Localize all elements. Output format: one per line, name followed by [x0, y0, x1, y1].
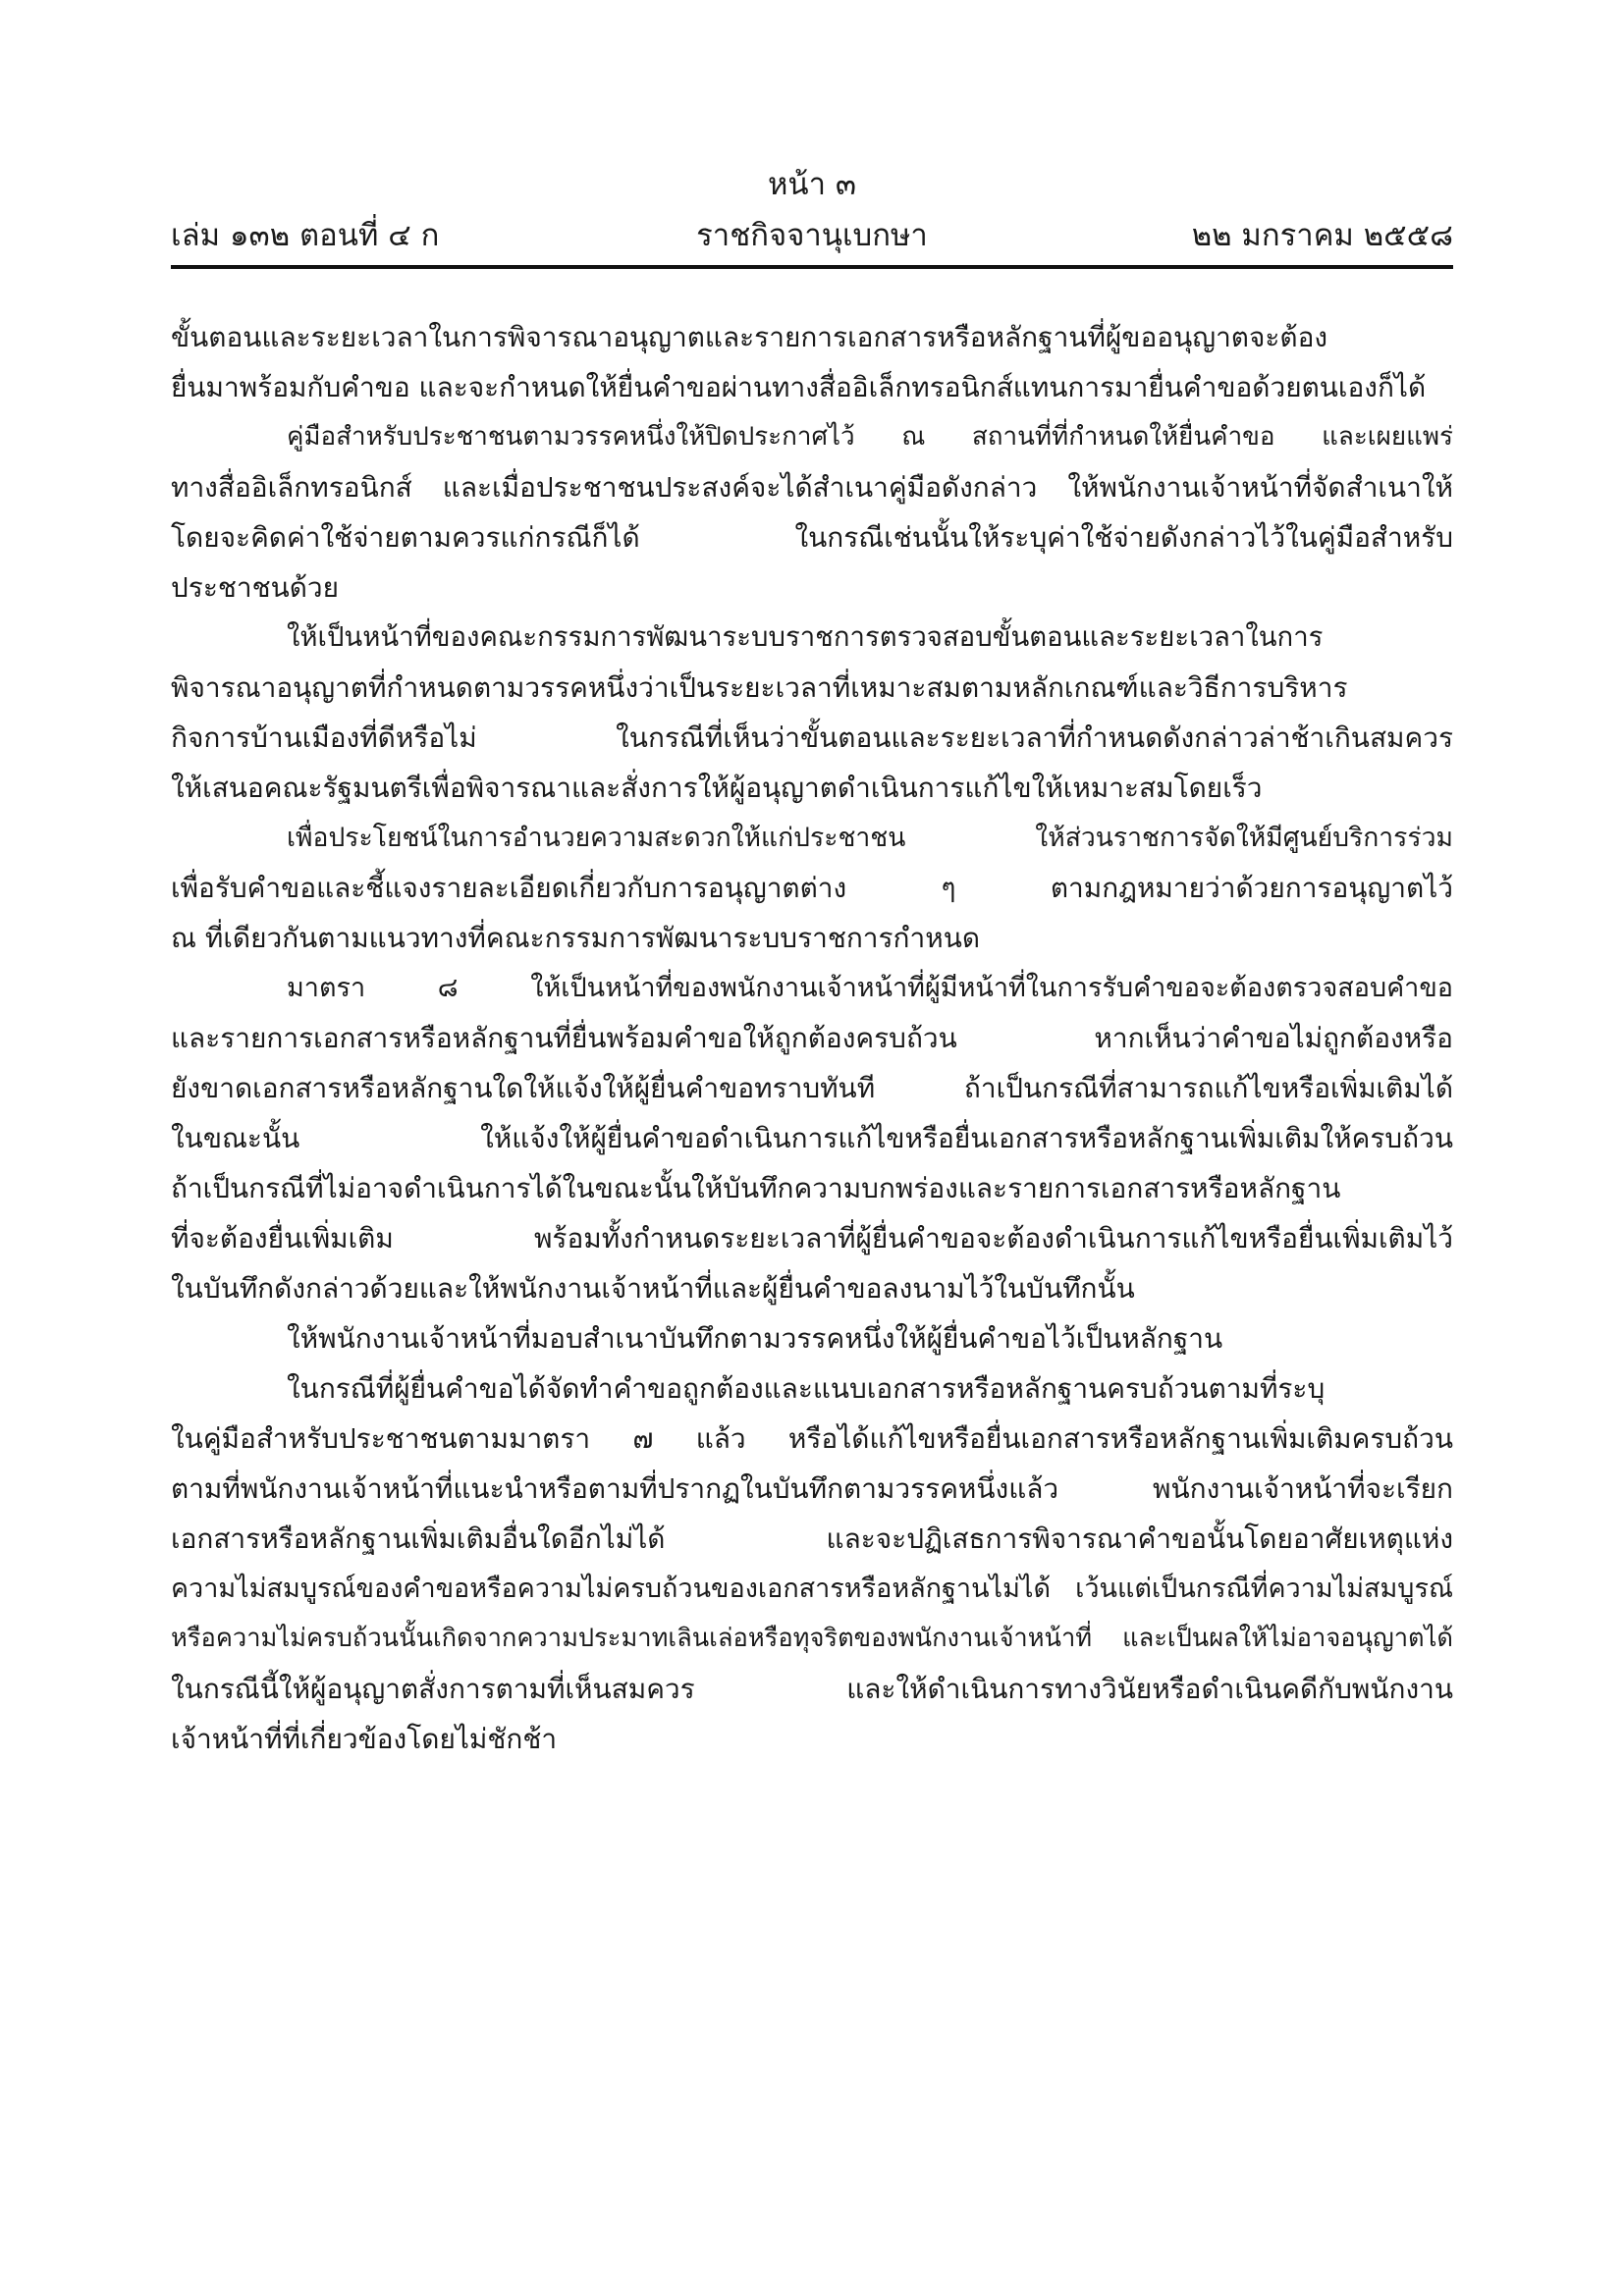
header-divider	[171, 265, 1453, 269]
paragraph	[171, 1363, 1453, 1764]
text-line: ให้เป็นหน้าที่ของคณะกรรมการพัฒนาระบบราชการตรวจสอบขั้นตอนและระยะเวลาในการ	[287, 621, 1324, 653]
text-line: ขั้นตอนและระยะเวลาในการพิจารณาอนุญาตและรายการเอกสารหรือหลักฐานที่ผู้ขออนุญาตจะต้อง	[171, 321, 1328, 353]
text-line: ให้พนักงานเจ้าหน้าที่มอบสำเนาบันทึกตามวรรคหนึ่งให้ผู้ยื่นคำขอไว้เป็นหลักฐาน	[287, 1322, 1223, 1355]
paragraph	[171, 813, 1453, 963]
text-line: ยังขาดเอกสารหรือหลักฐานใดให้แจ้งให้ผู้ยื่นคำขอทราบทันที ถ้าเป็นกรณีที่สามารถแก้ไขหรือเพิ่มเติมได้	[171, 1072, 1453, 1104]
text-line: โดยจะคิดค่าใช้จ่ายตามควรแก่กรณีก็ได้ ในกรณีเช่นนั้นให้ระบุค่าใช้จ่ายดังกล่าวไว้ในคู่มือสำหรับ	[171, 521, 1453, 554]
document-body	[171, 312, 1453, 1764]
text-line: ให้เสนอคณะรัฐมนตรีเพื่อพิจารณาและสั่งการให้ผู้อนุญาตดำเนินการแก้ไขให้เหมาะสมโดยเร็ว	[171, 772, 1263, 804]
text-line: ประชาชนด้วย	[171, 571, 340, 604]
paragraph	[171, 312, 1453, 412]
text-line: พิจารณาอนุญาตที่กำหนดตามวรรคหนึ่งว่าเป็นระยะเวลาที่เหมาะสมตามหลักเกณฑ์และวิธีการบริหาร	[171, 671, 1348, 704]
text-line: เจ้าหน้าที่ที่เกี่ยวข้องโดยไม่ชักช้า	[171, 1723, 558, 1755]
page-number: หน้า ๓	[767, 167, 857, 202]
text-line: ณ ที่เดียวกันตามแนวทางที่คณะกรรมการพัฒนาระบบราชการกำหนด	[171, 922, 981, 954]
text-line: เพื่อประโยชน์ในการอำนวยความสะดวกให้แก่ประชาชน ให้ส่วนราชการจัดให้มีศูนย์บริการร่วม	[287, 823, 1453, 853]
text-line: ในกรณีนี้ให้ผู้อนุญาตสั่งการตามที่เห็นสมควร และให้ดำเนินการทางวินัยหรือดำเนินคดีกับพนักงาน	[171, 1673, 1453, 1705]
publication-name: ราชกิจจานุเบกษา	[696, 218, 928, 253]
text-line: ถ้าเป็นกรณีที่ไม่อาจดำเนินการได้ในขณะนั้นให้บันทึกความบกพร่องและรายการเอกสารหรือหลักฐาน	[171, 1172, 1341, 1204]
gazette-header	[171, 214, 1453, 257]
paragraph	[171, 412, 1453, 613]
volume-issue: เล่ม ๑๓๒ ตอนที่ ๔ ก	[171, 218, 440, 253]
text-line: ทางสื่ออิเล็กทรอนิกส์ และเมื่อประชาชนประสงค์จะได้สำเนาคู่มือดังกล่าว ให้พนักงานเจ้าหน้าที่จัดสำเนาให้	[171, 471, 1453, 504]
text-line: ในขณะนั้น ให้แจ้งให้ผู้ยื่นคำขอดำเนินการแก้ไขหรือยื่นเอกสารหรือหลักฐานเพิ่มเติมให้ครบถ้วน	[171, 1122, 1453, 1154]
paragraph	[171, 1313, 1453, 1363]
text-line: ในบันทึกดังกล่าวด้วยและให้พนักงานเจ้าหน้าที่และผู้ยื่นคำขอลงนามไว้ในบันทึกนั้น	[171, 1272, 1135, 1305]
text-line: เพื่อรับคำขอและชี้แจงรายละเอียดเกี่ยวกับการอนุญาตต่าง ๆ ตามกฎหมายว่าด้วยการอนุญาตไว้	[171, 872, 1453, 904]
text-line: ในคู่มือสำหรับประชาชนตามมาตรา ๗ แล้ว หรือได้แก้ไขหรือยื่นเอกสารหรือหลักฐานเพิ่มเติมครบถ้วน	[171, 1422, 1453, 1455]
text-line: มาตรา ๘ ให้เป็นหน้าที่ของพนักงานเจ้าหน้าที่ผู้มีหน้าที่ในการรับคำขอจะต้องตรวจสอบคำขอ	[287, 973, 1453, 1003]
text-line: กิจการบ้านเมืองที่ดีหรือไม่ ในกรณีที่เห็นว่าขั้นตอนและระยะเวลาที่กำหนดดังกล่าวล่าช้าเกินสมควร	[171, 721, 1453, 754]
text-line: เอกสารหรือหลักฐานเพิ่มเติมอื่นใดอีกไม่ได้ และจะปฏิเสธการพิจารณาคำขอนั้นโดยอาศัยเหตุแห่ง	[171, 1522, 1453, 1555]
text-line: ยื่นมาพร้อมกับคำขอ และจะกำหนดให้ยื่นคำขอผ่านทางสื่ออิเล็กทรอนิกส์แทนการมายื่นคำขอด้วยตนเองก็ได้	[171, 371, 1427, 403]
text-line: หรือความไม่ครบถ้วนนั้นเกิดจากความประมาทเลินเล่อหรือทุจริตของพนักงานเจ้าหน้าที่ และเป็นผลให้ไม่อาจอนุญาตได้	[171, 1624, 1453, 1653]
paragraph	[171, 613, 1453, 813]
text-line: ความไม่สมบูรณ์ของคำขอหรือความไม่ครบถ้วนของเอกสารหรือหลักฐานไม่ได้ เว้นแต่เป็นกรณีที่ความไม่สมบูรณ์	[171, 1574, 1453, 1604]
paragraph	[171, 963, 1453, 1313]
publication-date: ๒๒ มกราคม ๒๕๕๘	[1191, 218, 1453, 253]
text-line: ในกรณีที่ผู้ยื่นคำขอได้จัดทำคำขอถูกต้องและแนบเอกสารหรือหลักฐานครบถ้วนตามที่ระบุ	[287, 1372, 1326, 1405]
text-line: ที่จะต้องยื่นเพิ่มเติม พร้อมทั้งกำหนดระยะเวลาที่ผู้ยื่นคำขอจะต้องดำเนินการแก้ไขหรือยื่นเพิ่มเติมไว้	[171, 1222, 1453, 1255]
text-line: คู่มือสำหรับประชาชนตามวรรคหนึ่งให้ปิดประกาศไว้ ณ สถานที่ที่กำหนดให้ยื่นคำขอ และเผยแพร่	[287, 422, 1453, 452]
text-line: และรายการเอกสารหรือหลักฐานที่ยื่นพร้อมคำขอให้ถูกต้องครบถ้วน หากเห็นว่าคำขอไม่ถูกต้องหรือ	[171, 1022, 1453, 1054]
text-line: ตามที่พนักงานเจ้าหน้าที่แนะนำหรือตามที่ปรากฏในบันทึกตามวรรคหนึ่งแล้ว พนักงานเจ้าหน้าที่จะเรียก	[171, 1472, 1453, 1505]
